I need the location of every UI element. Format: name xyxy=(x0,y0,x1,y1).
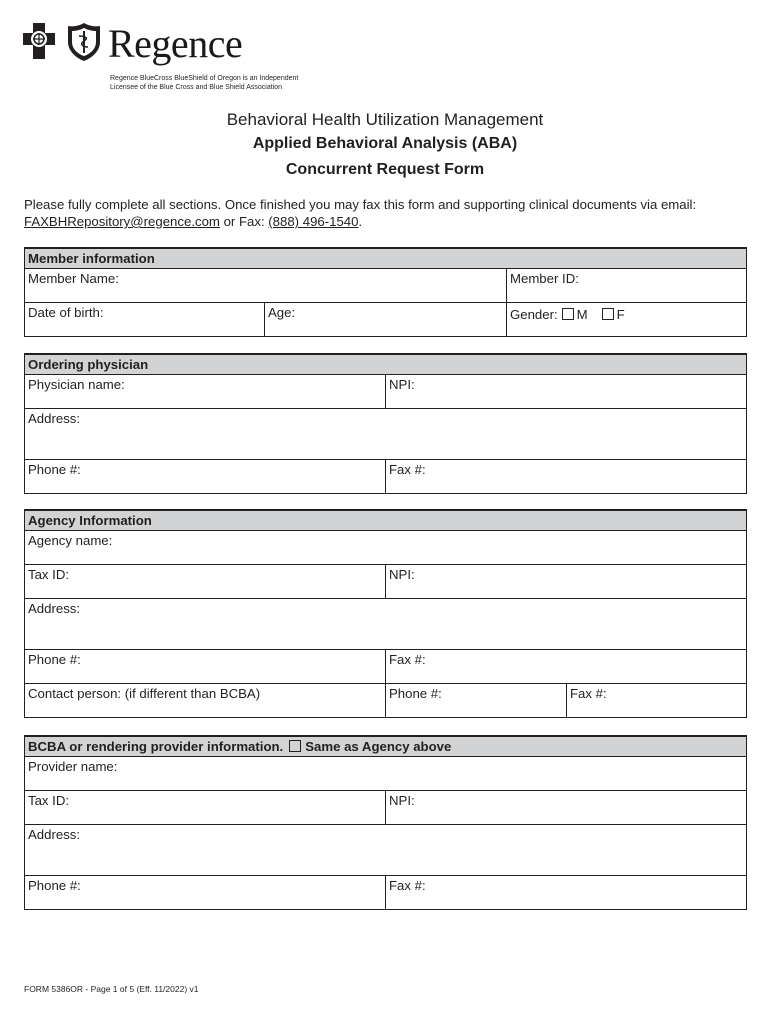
ordering-physician-section xyxy=(24,353,747,494)
physician-npi-field[interactable]: NPI: xyxy=(386,375,747,409)
form-title: Concurrent Request Form xyxy=(285,161,485,178)
contact-phone-field[interactable]: Phone #: xyxy=(386,684,567,718)
provider-npi-field[interactable]: NPI: xyxy=(386,791,747,825)
provider-tax-id-field[interactable]: Tax ID: xyxy=(25,791,386,825)
provider-fax-field[interactable]: Fax #: xyxy=(386,876,747,910)
agency-address-field[interactable]: Address: xyxy=(25,599,747,650)
agency-information-section xyxy=(24,509,747,718)
section-header: Agency Information xyxy=(25,510,747,531)
age-field[interactable]: Age: xyxy=(265,303,507,337)
section-header: Ordering physician xyxy=(25,354,747,375)
section-header: Member information xyxy=(25,248,747,269)
licensee-line-2: Licensee of the Blue Cross and Blue Shield Association xyxy=(110,83,282,91)
member-name-field[interactable]: Member Name: xyxy=(25,269,507,303)
or-fax-text: or Fax: xyxy=(219,214,269,229)
bcba-provider-section xyxy=(24,735,747,910)
physician-name-field[interactable]: Physician name: xyxy=(25,375,386,409)
provider-address-field[interactable]: Address: xyxy=(25,825,747,876)
fax-number: (888) 496-1540 xyxy=(268,214,359,229)
physician-fax-field[interactable]: Fax #: xyxy=(386,460,747,494)
gender-m-label: M xyxy=(576,307,588,322)
gender-f-checkbox[interactable] xyxy=(602,308,614,320)
agency-npi-field[interactable]: NPI: xyxy=(386,565,747,599)
gender-f-label: F xyxy=(616,307,625,322)
licensee-statement xyxy=(110,75,298,92)
form-department-title: Behavioral Health Utilization Management xyxy=(226,110,544,129)
date-of-birth-field[interactable]: Date of birth: xyxy=(25,303,265,337)
contact-fax-field[interactable]: Fax #: xyxy=(567,684,747,718)
agency-phone-field[interactable]: Phone #: xyxy=(25,650,386,684)
form-program-title: Applied Behavioral Analysis (ABA) xyxy=(252,135,518,152)
physician-phone-field[interactable]: Phone #: xyxy=(25,460,386,494)
gender-label: Gender: xyxy=(510,307,558,322)
member-id-field[interactable]: Member ID: xyxy=(507,269,747,303)
section-header xyxy=(25,736,747,757)
member-information-section xyxy=(24,247,747,337)
physician-address-field[interactable]: Address: xyxy=(25,409,747,460)
email-link[interactable]: FAXBHRepository@regence.com xyxy=(24,214,220,229)
gender-field xyxy=(507,303,747,337)
bcba-header-label: BCBA or rendering provider information. xyxy=(28,739,284,754)
form-footer: FORM 5386OR - Page 1 of 5 (Eff. 11/2022) v1 xyxy=(24,984,199,994)
instructions-text: Please fully complete all sections. Once finished you may fax this form and supporting clinical documents via email: xyxy=(24,197,697,212)
contact-person-field[interactable]: Contact person: (if different than BCBA) xyxy=(25,684,386,718)
same-as-agency-checkbox[interactable] xyxy=(289,740,301,752)
gender-m-checkbox[interactable] xyxy=(562,308,574,320)
agency-name-field[interactable]: Agency name: xyxy=(25,531,747,565)
blue-cross-icon xyxy=(22,22,56,62)
blue-shield-icon xyxy=(66,22,102,62)
provider-name-field[interactable]: Provider name: xyxy=(25,757,747,791)
regence-logo xyxy=(22,20,322,92)
agency-fax-field[interactable]: Fax #: xyxy=(386,650,747,684)
licensee-line-1: Regence BlueCross BlueShield of Oregon is an Independent xyxy=(110,75,299,82)
same-as-agency-label: Same as Agency above xyxy=(305,739,452,754)
instructions: Please fully complete all sections. Once finished you may fax this form and supporting clinical documents via email: FAXBHRepository@regence.com or Fax: (888) 496-1540. xyxy=(24,197,697,229)
provider-phone-field[interactable]: Phone #: xyxy=(25,876,386,910)
regence-wordmark: Regence xyxy=(108,21,243,66)
agency-tax-id-field[interactable]: Tax ID: xyxy=(25,565,386,599)
